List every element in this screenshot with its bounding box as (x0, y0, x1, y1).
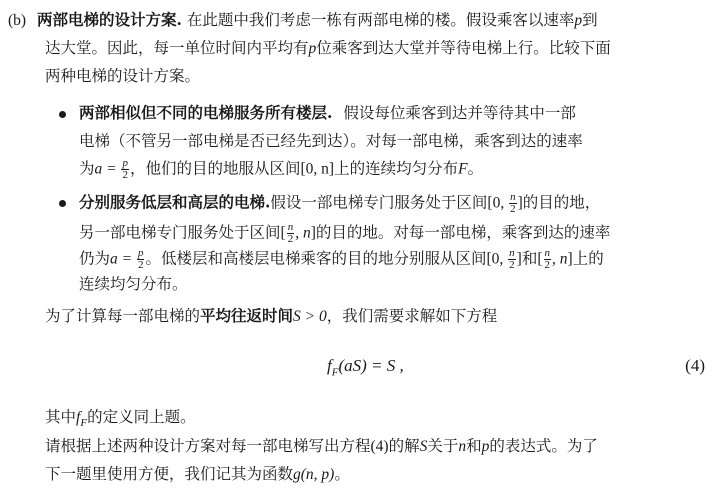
after-text-3a: 下一题里使用方便，我们记其为函数 (45, 465, 294, 483)
frac-den: 2 (122, 169, 128, 181)
design-b-text-1a: 假设一部电梯专门服务处于区间 (270, 193, 488, 212)
after-line-1 (45, 407, 196, 433)
interval-0-n: [0, n] (300, 160, 335, 178)
eq-f: f (327, 356, 332, 375)
design-b-title: 分别服务低层和高层的电梯. (79, 192, 271, 212)
intro-text-2b: 位乘客到达大堂并等待电梯上行。比较下面 (316, 39, 611, 57)
design-a-text-3d: 。 (467, 159, 484, 178)
eq-ref: (4) (370, 438, 389, 455)
fraction-n-2 (509, 192, 517, 215)
after-text-2e: 的表达式。为了 (489, 437, 598, 455)
intro-text-1: 在此题中我们考虑一栋有两部电梯的楼。假设乘客以速率 (186, 11, 575, 29)
and-text: 和 (521, 249, 538, 268)
fraction-p-2 (137, 248, 145, 271)
design-b-text-1b: 的目的地， (522, 193, 601, 212)
frac-num: p (137, 247, 144, 259)
part-title: 两部电梯的设计方案. (37, 10, 182, 29)
design-b-text-3c: 上的 (572, 249, 604, 268)
fraction-n-2 (287, 222, 295, 245)
design-b-line-2: 另一部电梯专门服务处于区间[ $\frac{n}{2}$ , n]的目的地。对每一部电梯，乘客到达的速率 (79, 221, 611, 245)
design-b-text-3a: 仍为 (79, 249, 111, 268)
para-math: S > 0 (293, 308, 327, 325)
frac-num: n (509, 247, 515, 259)
eq-rest: (aS) = S , (338, 356, 404, 375)
design-b-text-2b: 的目的地。对每一部电梯，乘客到达的速率 (315, 223, 611, 242)
after-text-2d: 和 (466, 437, 482, 455)
var-p: p (308, 40, 317, 57)
design-b-line-1: 分别服务低层和高层的电梯.假设一部电梯专门服务处于区间[0, $\frac{n}{2}$ ]的目的地， (79, 191, 601, 215)
fraction-p-2 (121, 158, 129, 181)
design-a-line-3 (79, 158, 483, 181)
var-n: n (458, 438, 467, 455)
var-p: p (574, 12, 583, 29)
intro-line-2 (45, 38, 611, 59)
fraction-n-2 (544, 248, 552, 271)
frac-den: 2 (287, 233, 294, 245)
intro-line-1 (8, 10, 598, 31)
frac-num: n (544, 247, 551, 259)
design-a-line-1 (79, 103, 576, 123)
var-S: S (419, 438, 428, 455)
design-b-text-2a: 另一部电梯专门服务处于区间 (79, 223, 281, 242)
after-text-1b: 的定义同上题。 (87, 408, 196, 426)
design-a-text-1: 假设每位乘客到达并等待其中一部 (343, 104, 576, 122)
after-line-2 (45, 436, 598, 457)
design-a-text-3c: 上的连续均匀分布 (334, 159, 459, 178)
frac-den: 2 (137, 259, 144, 271)
dist-F: F (458, 160, 468, 178)
frac-num: n (510, 191, 516, 203)
para-bold-term: 平均往返时间 (200, 306, 294, 325)
para-text-d: ，我们需要求解如下方程 (326, 307, 498, 325)
equation-expr (327, 356, 404, 378)
fraction-n-2 (508, 248, 516, 271)
var-n: n (559, 250, 568, 268)
design-b-text-3b: 。低楼层和高楼层电梯乘客的目的地分别服从区间 (145, 249, 487, 268)
para-line (45, 306, 497, 327)
design-a-line-2: 电梯（不管另一部电梯是否已经先到达）。对每一部电梯，乘客到达的速率 (79, 132, 583, 150)
f-sub: F (80, 417, 88, 430)
intro-line-3: 两种电梯的设计方案。 (45, 67, 201, 85)
intro-text-1b: 到 (582, 11, 598, 29)
equation-tag: (4) (685, 356, 705, 375)
part-label: (b) (8, 12, 27, 29)
para-text-a: 为了计算每一部电梯的 (45, 307, 201, 325)
frac-num: p (122, 157, 128, 169)
after-text-3b: 。 (334, 465, 350, 483)
frac-num: n (287, 221, 294, 233)
design-b-line-3: 仍为a = $\frac{p}{2}$ 。低楼层和高楼层电梯乘客的目的地分别服从区间[0, $\frac{n}{2}$ ]和[ $\frac{n}{2}$ , n]上的 (79, 247, 604, 271)
rate-formula: a = (94, 160, 121, 178)
after-text-2c: 关于 (427, 437, 459, 455)
f-symbol: f (76, 409, 81, 426)
design-a-title: 两部相似但不同的电梯服务所有楼层. (79, 103, 333, 122)
frac-den: 2 (509, 259, 515, 271)
var-n: n (302, 224, 311, 242)
eq-sub: F (331, 366, 339, 379)
after-line-3 (45, 464, 350, 485)
after-text-1a: 其中 (45, 408, 77, 426)
design-a-text-3b: ，他们的目的地服从区间 (129, 159, 301, 178)
var-p: p (481, 438, 490, 455)
intro-text-2a: 达大堂。因此，每一单位时间内平均有 (45, 39, 309, 57)
bullet-icon (59, 111, 66, 118)
rate-formula: a = (110, 250, 136, 268)
bullet-icon (59, 200, 66, 207)
equation-4 (0, 352, 721, 382)
zero: 0 (492, 194, 501, 212)
after-text-2a: 请根据上述两种设计方案对每一部电梯写出方程 (45, 437, 371, 455)
design-b-line-4: 连续均匀分布。 (79, 275, 188, 293)
frac-den: 2 (544, 259, 551, 271)
function-g: g(n, p) (293, 466, 335, 483)
zero: 0 (491, 250, 500, 268)
design-a-text-3a: 为 (79, 159, 95, 178)
after-text-2b: 的解 (388, 437, 420, 455)
frac-den: 2 (510, 203, 516, 215)
